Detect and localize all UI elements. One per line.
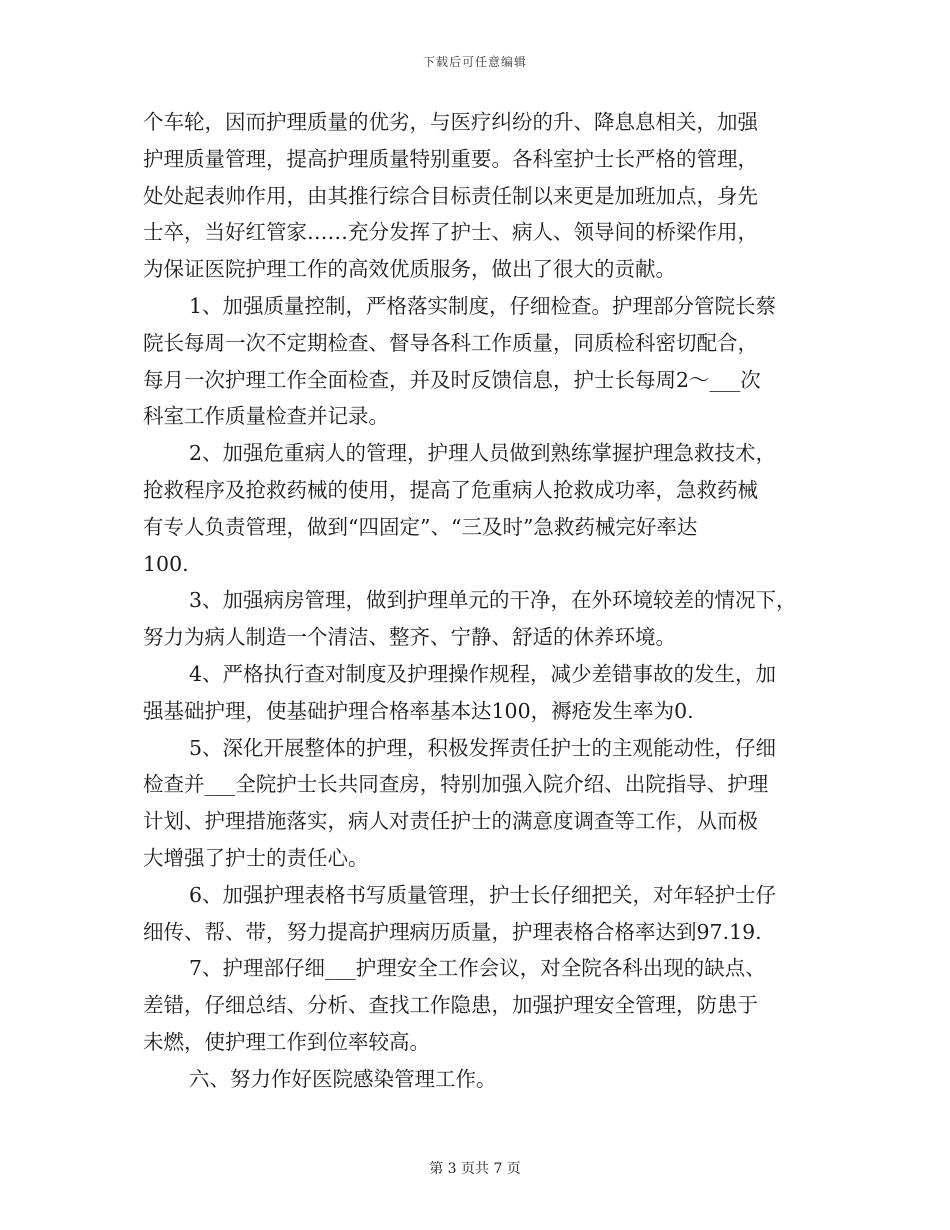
- text-line: 护理质量管理，提高护理质量特别重要。各科室护士长严格的管理，: [143, 146, 758, 171]
- text-line: 检查并___全院护士长共同查房，特别加强入院介绍、出院指导、护理: [143, 772, 769, 797]
- text-line: 计划、护理措施落实，病人对责任护士的满意度调查等工作，从而极: [143, 809, 758, 834]
- section-heading-line: 六、努力作好医院感染管理工作。: [189, 1066, 497, 1091]
- text-line: 强基础护理，使基础护理合格率基本达100，褥疮发生率为0.: [143, 698, 694, 723]
- text-line: 未燃，使护理工作到位率较高。: [143, 1029, 430, 1054]
- text-line: 努力为病人制造一个清洁、整齐、宁静、舒适的休养环境。: [143, 625, 676, 650]
- text-line: 为保证医院护理工作的高效优质服务，做出了很大的贡献。: [143, 257, 676, 282]
- text-line: 差错，仔细总结、分析、查找工作隐患，加强护理安全管理，防患于: [143, 993, 758, 1018]
- paragraph-start-line: 4、严格执行查对制度及护理操作规程，减少差错事故的发生，加: [189, 661, 777, 686]
- text-line: 抢救程序及抢救药械的使用，提高了危重病人抢救成功率，急救药械: [143, 477, 758, 502]
- text-line: 处处起表帅作用，由其推行综合目标责任制以来更是加班加点，身先: [143, 183, 758, 208]
- paragraph-start-line: 5、深化开展整体的护理，积极发挥责任护士的主观能动性，仔细: [189, 735, 777, 760]
- text-line: 个车轮，因而护理质量的优劣，与医疗纠纷的升、降息息相关，加强: [143, 110, 758, 134]
- text-line: 100.: [143, 551, 189, 576]
- body-text: [143, 104, 843, 1098]
- text-line: 细传、帮、带，努力提高护理病历质量，护理表格合格率达到97.19.: [143, 919, 762, 944]
- paragraph-start-line: 7、护理部仔细___护理安全工作会议，对全院各科出现的缺点、: [189, 956, 766, 981]
- page-header: 下载后可任意编辑: [422, 55, 527, 69]
- text-line: 院长每周一次不定期检查、督导各科工作质量，同质检科密切配合，: [143, 330, 758, 355]
- paragraph-start-line: 6、加强护理表格书写质量管理，护士长仔细把关，对年轻护士仔: [189, 882, 777, 907]
- paragraph-start-line: 2、加强危重病人的管理，护理人员做到熟练掌握护理急救技术，: [189, 441, 777, 466]
- paragraph-start-line: 1、加强质量控制，严格落实制度，仔细检查。护理部分管院长蔡: [189, 293, 777, 318]
- text-line: 士卒，当好红管家……充分发挥了护士、病人、领导间的桥梁作用，: [143, 220, 758, 245]
- text-line: 每月一次护理工作全面检查，并及时反馈信息，护士长每周2～___次: [143, 367, 761, 392]
- text-line: 科室工作质量检查并记录。: [143, 404, 389, 429]
- text-line: 大增强了护士的责任心。: [143, 845, 369, 870]
- page-footer: 第 3 页共 7 页: [429, 1161, 521, 1177]
- text-line: 有专人负责管理，做到“四固定”、“三及时”急救药械完好率达: [143, 514, 698, 539]
- paragraph-start-line: 3、加强病房管理，做到护理单元的干净，在外环境较差的情况下，: [189, 588, 797, 613]
